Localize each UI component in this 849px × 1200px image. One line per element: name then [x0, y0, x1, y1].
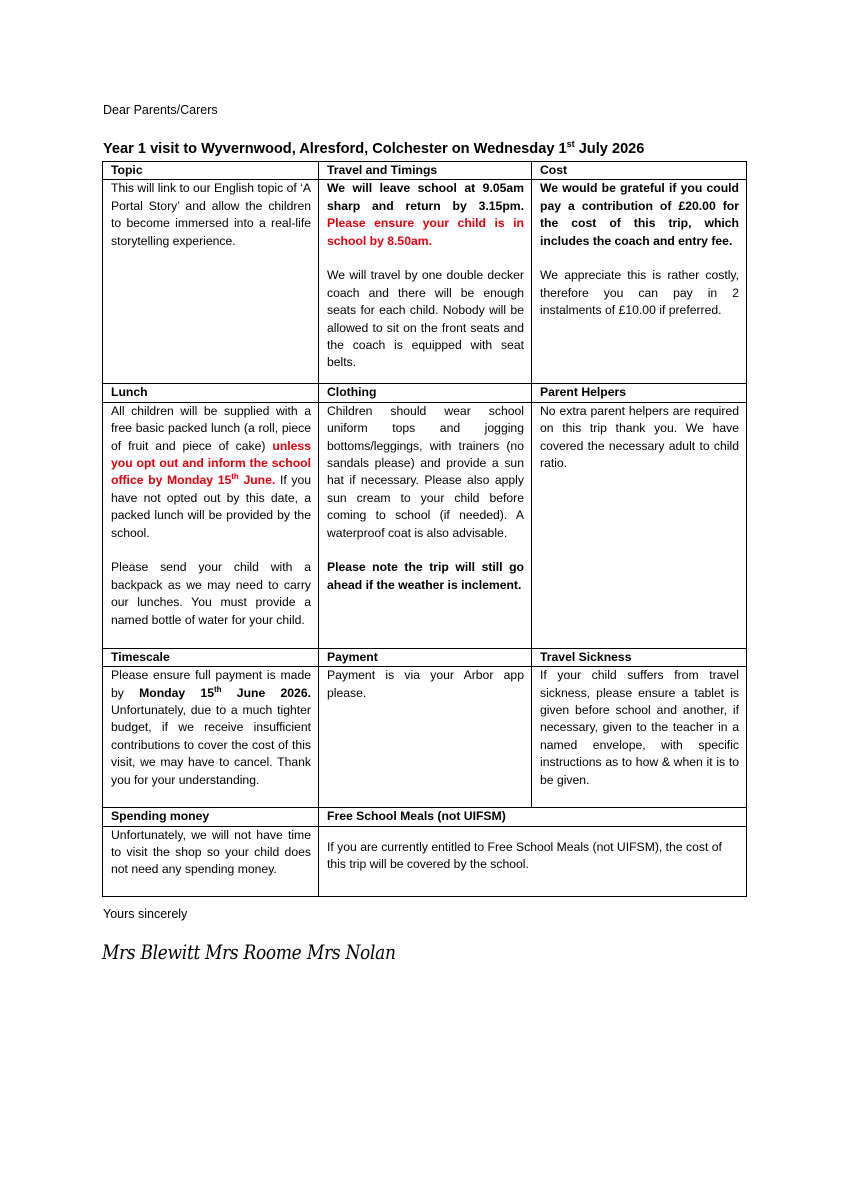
travel-warning: Please ensure your child is in school by 8.50am. — [327, 216, 524, 248]
title-main: Year 1 visit to Wyvernwood, Alresford, Colchester on Wednesday 1 — [103, 141, 567, 157]
signature: Mrs Roome — [205, 941, 302, 965]
travel-heading: Travel and Timings — [319, 162, 532, 180]
trip-info-table — [102, 161, 747, 897]
cost-bold: We would be grateful if you could pay a contribution of £20.00 for the cost of this trip, which includes the coach and entry fee. — [540, 181, 739, 248]
title-sup: st — [566, 139, 575, 150]
table-row — [103, 826, 747, 896]
signature: Mrs Blewitt — [102, 941, 201, 965]
timescale-info — [111, 667, 311, 789]
table-header-row — [103, 808, 747, 826]
table-header-row — [103, 384, 747, 402]
table-row — [103, 180, 747, 384]
signatures — [102, 943, 522, 973]
spending-text: Unfortunately, we will not have time to visit the shop so your child does not need any spending money. — [111, 827, 311, 877]
topic-cell — [103, 180, 319, 384]
lunch-cell — [103, 402, 319, 648]
closing: Yours sincerely — [103, 907, 188, 921]
signature: Mrs Nolan — [307, 941, 396, 965]
clothing-text: Children should wear school uniform tops and jogging bottoms/leggings, with trainers (no sandals please) and provide a sun hat if necessary. Please also apply sun cream to your child before coming to school (if needed). A waterproof coat is also advisable. — [327, 403, 524, 540]
payment-text: Payment is via your Arbor app please. — [327, 668, 524, 700]
lunch-heading: Lunch — [103, 384, 319, 402]
clothing-heading: Clothing — [319, 384, 532, 402]
lunch-info — [111, 403, 311, 542]
spending-cell — [103, 826, 319, 896]
payment-heading: Payment — [319, 648, 532, 666]
lunch-text-2: If you have not opted out by this date, a packed lunch will be provided by the school. — [111, 473, 312, 540]
timescale-deadline: Monday 15 — [139, 685, 214, 700]
timescale-text-2: Unfortunately, due to a much tighter budget, if we receive insufficient contributions to cover the cost of this visit, we may have to cancel. Thank you for your understanding. — [111, 703, 311, 787]
timescale-text-1: Please ensure full payment is made by — [111, 668, 311, 700]
travel-times — [327, 180, 524, 250]
sickness-cell — [532, 667, 747, 808]
letter-title — [103, 141, 644, 157]
topic-text: This will link to our English topic of ‘A Portal Story’ and allow the children to become immersed into a real-life storytelling experience. — [111, 181, 311, 248]
travel-cell — [319, 180, 532, 384]
timescale-deadline-sup: th — [213, 684, 222, 694]
sickness-heading: Travel Sickness — [532, 648, 747, 666]
lunch-text-3: Please send your child with a backpack as we may need to carry our lunches. You must provide a named bottle of water for your child. — [111, 560, 311, 627]
table-row — [103, 402, 747, 648]
timescale-heading: Timescale — [103, 648, 319, 666]
fsm-text: If you are currently entitled to Free School Meals (not UIFSM), the cost of this trip will be covered by the school. — [327, 839, 722, 872]
timescale-deadline-end: June 2026. — [221, 685, 311, 700]
helpers-text: No extra parent helpers are required on this trip thank you. We have covered the necessary adult to child ratio. — [540, 403, 739, 471]
payment-cell — [319, 667, 532, 808]
sickness-text: If your child suffers from travel sickness, please ensure a tablet is given before school and another, if necessary, given to the teacher in a named envelope, with specific instructions as to how & when it is to be given. — [540, 668, 739, 787]
fsm-heading: Free School Meals (not UIFSM) — [319, 808, 747, 826]
travel-text: We will travel by one double decker coach and there will be enough seats for each child. Nobody will be allowed to sit on the front seats and the coach is equipped with seat belts. — [327, 268, 524, 370]
table-header-row — [103, 648, 747, 666]
title-end: July 2026 — [574, 141, 645, 157]
timescale-cell — [103, 667, 319, 808]
topic-heading: Topic — [103, 162, 319, 180]
cost-text: We appreciate this is rather costly, therefore you can pay in 2 instalments of £10.00 if preferred. — [540, 268, 739, 318]
cost-cell — [532, 180, 747, 384]
fsm-cell — [319, 826, 747, 896]
lunch-opt-out-end: June. — [238, 473, 276, 488]
clothing-bold: Please note the trip will still go ahead if the weather is inclement. — [327, 560, 524, 592]
lunch-opt-out-sup: th — [231, 472, 239, 482]
clothing-cell — [319, 402, 532, 648]
table-header-row — [103, 162, 747, 180]
helpers-heading: Parent Helpers — [532, 384, 747, 402]
greeting: Dear Parents/Carers — [103, 103, 218, 117]
lunch-opt-out: unless you opt out and inform the school office by Monday 15 — [111, 438, 311, 488]
helpers-cell — [532, 402, 747, 648]
spending-heading: Spending money — [103, 808, 319, 826]
lunch-text-1: All children will be supplied with a free basic packed lunch (a roll, piece of fruit and piece of cake) — [111, 403, 311, 453]
cost-heading: Cost — [532, 162, 747, 180]
table-row — [103, 667, 747, 808]
travel-bold: We will leave school at 9.05am sharp and return by 3.15pm. — [327, 181, 524, 213]
